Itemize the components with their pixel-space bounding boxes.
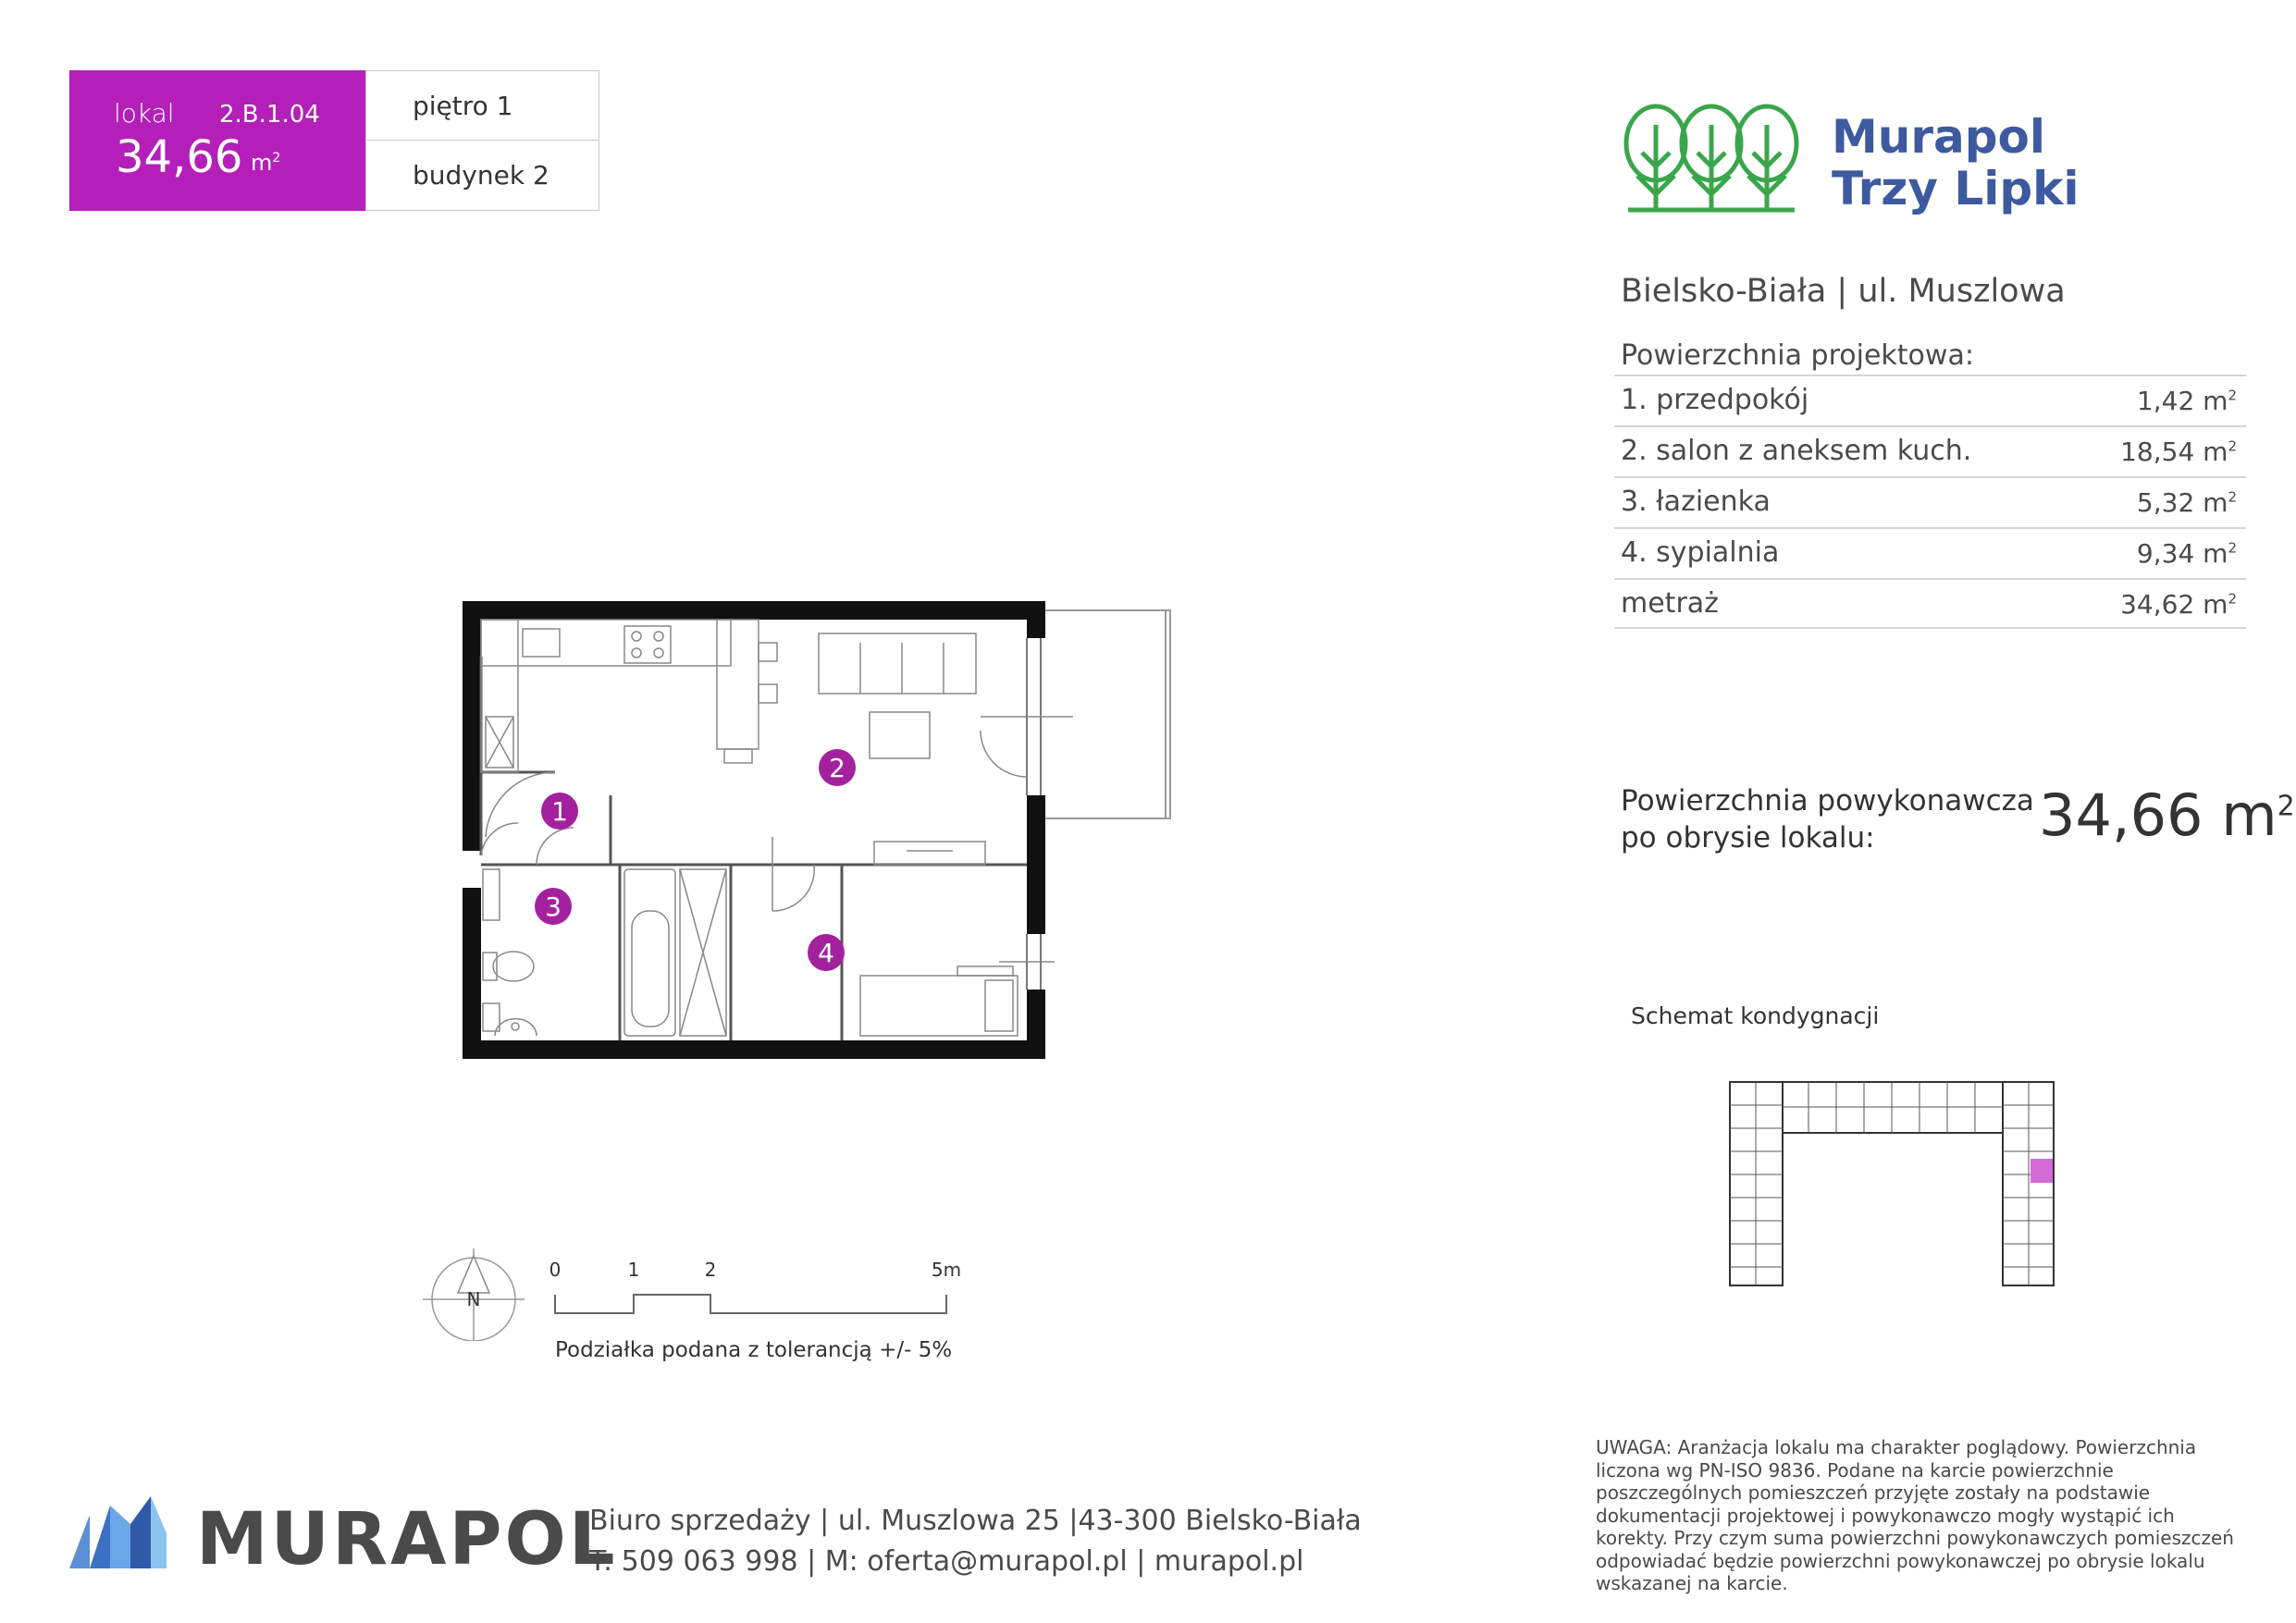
brand-line-2: Trzy Lipki [1832,162,2080,215]
floor-schema-diagram [1725,1077,2058,1292]
post-construction-area-label: Powierzchnia powykonawcza po obrysie lokalu: [1621,784,2034,855]
area-row: 4. sypialnia 9,34 $m^2$ [1614,527,2246,578]
unit-area-unit: $m^2$ [251,150,281,176]
schema-unit-highlight [2031,1159,2053,1183]
scale-tolerance-note: Podziałka podana z tolerancją +/- 5% [555,1338,953,1362]
three-trees-logo-icon [1623,97,1799,217]
post-construction-area-value: 34,66 $m^2$ [2039,781,2295,849]
scale-tick-0: 0 [549,1259,562,1281]
area-row: 2. salon z aneksem kuch. 18,54 $m^2$ [1614,425,2246,476]
area-table-title: Powierzchnia projektowa: [1621,339,1974,372]
area-table [1614,375,2246,629]
compass-icon [423,1248,525,1341]
brand-line-1: Murapol [1832,110,2046,164]
area-total-row: metraż 34,62 $m^2$ [1614,578,2246,629]
scale-tick-2: 2 [704,1259,717,1281]
scale-tick-1: 1 [627,1259,640,1281]
disclaimer-note: UWAGA: Aranżacja lokalu ma charakter poglądowy. Powierzchnia liczona wg PN-ISO 9836. Podane na karcie powierzchnie poszczególnych pomieszczeń przyjęte zostały na podstawie dokumentacji projektowej i powykonawczo mogły wystąpić ich korekty. Przy czym suma powierzchni powykonawczych pomieszczeń odpowiadać będzie powierzchni powykonawczej po obrysie lokalu wskazanej na karcie. [1596,1436,2234,1594]
investment-address: Bielsko-Biała | ul. Muszlowa [1621,273,2066,310]
unit-area: 34,66 [116,131,243,183]
building-label: budynek 2 [413,160,549,191]
lokal-label: lokal [114,98,175,129]
sales-office-address: Biuro sprzedaży | ul. Muszlowa 25 |43-300 Bielsko-Biała [589,1505,1362,1537]
room-marker-3-label: 3 [545,891,562,922]
compass-north-label: N [466,1288,481,1310]
room-marker-2-label: 2 [829,753,846,783]
murapol-logo-icon [69,1496,167,1568]
floor-label: piętro 1 [366,71,599,141]
brand-name [1832,111,2080,215]
scale-bar [421,1248,994,1341]
unit-code: 2.B.1.04 [219,101,320,129]
floor-schema-label: Schemat kondygnacji [1631,1002,1880,1029]
scale-tick-5m: 5m [931,1259,962,1281]
area-row: 3. łazienka 5,32 $m^2$ [1614,476,2246,527]
unit-badge [69,70,365,211]
area-row: 1. przedpokój 1,42 $m^2$ [1614,375,2246,425]
room-marker-1-label: 1 [551,796,568,827]
room-markers [535,749,856,971]
room-marker-4-label: 4 [818,938,834,968]
apartment-floor-plan [453,601,1193,1082]
murapol-logo-text: MURAPOL [196,1498,618,1581]
sales-office-contact[interactable]: T: 509 063 998 | M: oferta@murapol.pl | murapol.pl [589,1545,1304,1578]
sales-office-info [589,1501,1362,1582]
unit-info-box [365,70,599,211]
